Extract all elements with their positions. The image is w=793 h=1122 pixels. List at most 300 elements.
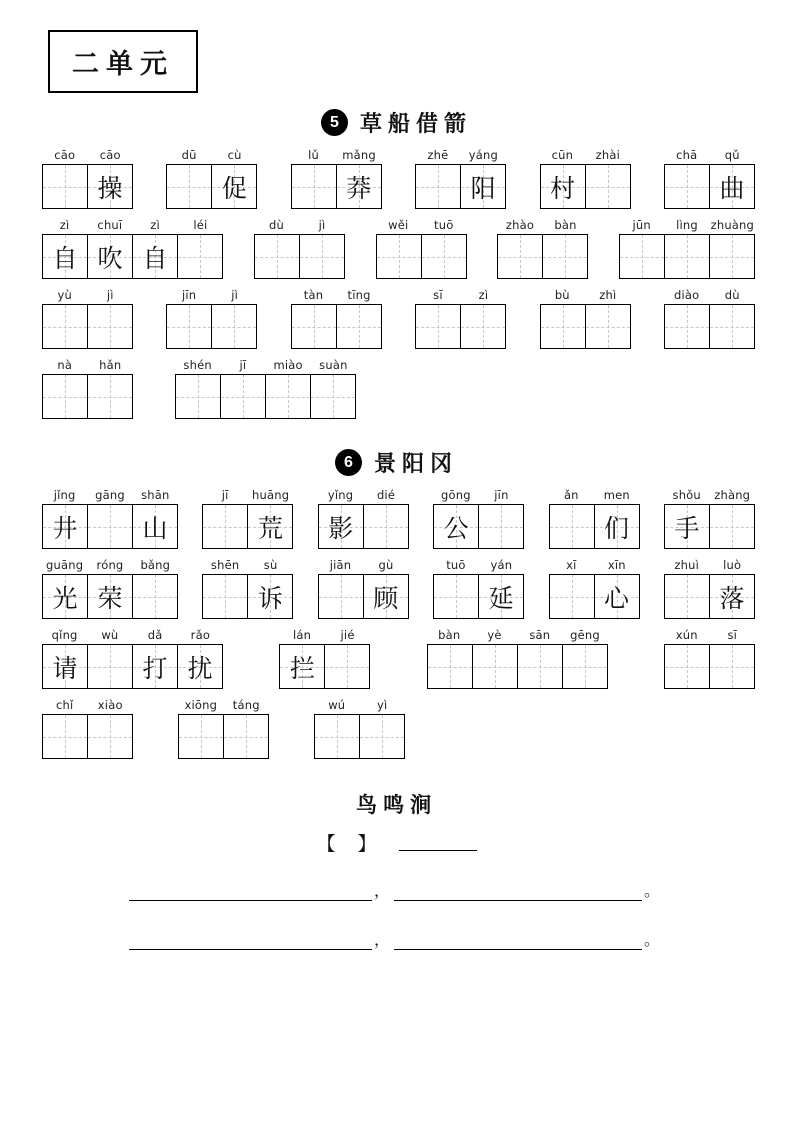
char-cell[interactable] [337,164,382,209]
pinyin: xún [675,628,698,642]
pinyin: lán [293,628,312,642]
pinyin: shēn [210,558,240,572]
char-boxes [433,574,524,619]
char: 影 [328,513,354,543]
char-cell[interactable] [665,304,710,349]
char-cell[interactable] [665,164,710,209]
char-boxes [42,234,223,279]
char-cell[interactable] [88,714,133,759]
pinyin: bù [554,288,570,302]
char-cell[interactable] [248,504,293,549]
pinyin: shān [141,488,170,502]
pinyin: xīn [607,558,626,572]
pinyin: zhē [427,148,449,162]
pinyin: gāng [95,488,125,502]
char-boxes [166,164,257,209]
word-group [178,698,269,759]
char-cell[interactable] [88,374,133,419]
char-cell[interactable] [280,644,325,689]
pinyin: jī [239,358,247,372]
pinyin-line [318,558,409,572]
pinyin-line [42,148,133,162]
char-cell[interactable] [461,304,506,349]
pinyin: zhì [599,288,617,302]
pinyin: jì [106,288,114,302]
pinyin-line [540,288,631,302]
char-cell[interactable] [473,644,518,689]
char-cell[interactable] [595,504,640,549]
poem-blank[interactable] [394,934,642,950]
char: 曲 [719,173,745,203]
pinyin-line [202,488,293,502]
word-group [549,488,640,549]
word-row [38,628,755,689]
pinyin: yǐng [327,488,354,502]
char: 山 [142,513,168,543]
pinyin-line [42,288,133,302]
pinyin-line [433,488,524,502]
word-group [433,488,524,549]
pinyin: cāo [54,148,76,162]
pinyin: wù [101,628,119,642]
word-group [166,148,257,209]
char-boxes [42,504,178,549]
word-group [291,148,382,209]
pinyin: táng [232,698,260,712]
word-row [38,288,755,349]
word-group [279,628,370,689]
pinyin-line [664,558,755,572]
char-cell[interactable] [43,644,88,689]
char-cell[interactable] [167,164,212,209]
pinyin: nà [57,358,73,372]
char-cell[interactable] [710,504,755,549]
pinyin: xiào [97,698,123,712]
pinyin: shǒu [672,488,701,502]
pinyin-line [42,358,133,372]
author-blank[interactable] [399,834,477,851]
char-boxes [540,304,631,349]
word-group [619,218,755,279]
char-cell[interactable] [43,714,88,759]
pinyin: xī [566,558,577,572]
word-group [664,488,755,549]
pinyin-line [549,488,640,502]
char-boxes [433,504,524,549]
poem-title: 鸟鸣涧 [356,792,437,817]
pinyin: dǎ [147,628,163,642]
poem-author-line [38,829,755,856]
char-boxes [42,714,133,759]
word-group [433,558,524,619]
char-cell[interactable] [221,374,266,419]
char-cell[interactable] [586,304,631,349]
pinyin-line [427,628,608,642]
poem-blank[interactable] [129,934,372,950]
pinyin: bàn [554,218,577,232]
char-cell[interactable] [133,234,178,279]
pinyin: rǎo [190,628,211,642]
word-group [175,358,356,419]
char: 诉 [257,583,283,613]
char: 荣 [97,583,123,613]
char-cell[interactable] [518,644,563,689]
pinyin: dù [724,288,740,302]
poem-blank[interactable] [129,885,372,901]
char-cell[interactable] [88,304,133,349]
word-group [318,488,409,549]
char-boxes [540,164,631,209]
pinyin: dié [376,488,396,502]
word-group [314,698,405,759]
pinyin: zhào [505,218,535,232]
char-boxes [415,164,506,209]
char-cell[interactable] [315,714,360,759]
lesson-number-badge: 6 [335,449,362,476]
pinyin: gēng [570,628,600,642]
pinyin: yì [377,698,388,712]
char-cell[interactable] [364,504,409,549]
bracket-close: 】 [357,833,391,855]
pinyin: jīn [182,288,197,302]
pinyin: zì [478,288,489,302]
word-group [42,218,223,279]
pinyin: gōng [441,488,471,502]
pinyin-line [279,628,370,642]
char-boxes [42,374,133,419]
char-boxes [166,304,257,349]
char: 村 [550,173,576,203]
char-cell[interactable] [133,644,178,689]
char-boxes [664,574,755,619]
char-cell[interactable] [292,164,337,209]
char-cell[interactable] [325,644,370,689]
char-cell[interactable] [43,304,88,349]
pinyin: yè [487,628,502,642]
pinyin: suàn [319,358,348,372]
char-cell[interactable] [377,234,422,279]
char-cell[interactable] [319,504,364,549]
pinyin: jǐng [53,488,76,502]
lesson-title: 景阳冈 [373,451,458,477]
word-group [42,698,133,759]
lesson-number-badge: 5 [321,109,348,136]
pinyin: shén [183,358,212,372]
char-boxes [279,644,370,689]
char: 扰 [187,653,213,683]
char-cell[interactable] [541,164,586,209]
pinyin-line [166,148,257,162]
char-cell[interactable] [595,574,640,619]
char-cell[interactable] [541,304,586,349]
char-cell[interactable] [266,374,311,419]
pinyin: yù [57,288,72,302]
char-cell[interactable] [176,374,221,419]
char-cell[interactable] [212,304,257,349]
char-cell[interactable] [43,234,88,279]
pinyin-line [497,218,588,232]
char-cell[interactable] [292,304,337,349]
lesson-title: 草船借箭 [359,111,472,137]
word-group [497,218,588,279]
pinyin-line [318,488,409,502]
char-boxes [664,304,755,349]
pinyin-line [415,148,506,162]
lesson-heading-6 [38,447,755,478]
char-cell[interactable] [203,574,248,619]
word-group [166,288,257,349]
pinyin: tuō [446,558,466,572]
pinyin: wěi [388,218,409,232]
word-group [664,558,755,619]
word-group [664,628,755,689]
pinyin: cāo [99,148,121,162]
char-boxes [549,504,640,549]
pinyin: chuī [97,218,123,232]
char-cell[interactable] [178,644,223,689]
char-cell[interactable] [434,504,479,549]
char: 井 [52,513,78,543]
pinyin: men [603,488,630,502]
char-cell[interactable] [665,234,710,279]
char-cell[interactable] [620,234,665,279]
pinyin: bǎng [140,558,171,572]
pinyin: jīn [494,488,509,502]
char-cell[interactable] [710,574,755,619]
char-cell[interactable] [364,574,409,619]
char-cell[interactable] [133,504,178,549]
char-cell[interactable] [550,574,595,619]
word-group [664,288,755,349]
char-cell[interactable] [167,304,212,349]
pinyin-line [314,698,405,712]
char-cell[interactable] [255,234,300,279]
word-group [254,218,345,279]
char-boxes [664,164,755,209]
pinyin: jiān [329,558,352,572]
word-group [202,488,293,549]
char-boxes [427,644,608,689]
char-cell[interactable] [416,164,461,209]
char: 吹 [97,243,123,273]
pinyin: jì [231,288,239,302]
pinyin-line [549,558,640,572]
char-boxes [549,574,640,619]
char: 延 [488,583,514,613]
pinyin: wú [328,698,346,712]
char-cell[interactable] [360,714,405,759]
word-row [38,358,755,419]
char-cell[interactable] [550,504,595,549]
char-cell[interactable] [43,164,88,209]
word-group [540,148,631,209]
pinyin: tuō [434,218,454,232]
char-cell[interactable] [248,574,293,619]
pinyin: lǔ [308,148,319,162]
char-cell[interactable] [88,504,133,549]
pinyin-line [376,218,467,232]
char-cell[interactable] [479,504,524,549]
pinyin-line [540,148,631,162]
char-cell[interactable] [88,574,133,619]
pinyin: tàn [303,288,324,302]
char-cell[interactable] [88,234,133,279]
char-boxes [42,304,133,349]
char: 促 [221,173,247,203]
pinyin-line [254,218,345,232]
word-group [42,148,133,209]
char-cell[interactable] [337,304,382,349]
word-group [291,288,382,349]
char-boxes [291,304,382,349]
pinyin: sī [727,628,738,642]
char: 打 [142,653,168,683]
char-boxes [664,504,755,549]
char: 手 [674,513,700,543]
char-cell[interactable] [224,714,269,759]
char-boxes [619,234,755,279]
char-cell[interactable] [422,234,467,279]
pinyin-line [664,288,755,302]
char: 阳 [470,173,496,203]
word-group [42,358,133,419]
char-cell[interactable] [178,234,223,279]
pinyin: ǎn [563,488,579,502]
pinyin-line [291,148,382,162]
char-cell[interactable] [416,304,461,349]
word-row [38,558,755,619]
word-group [42,288,133,349]
poem-blank[interactable] [394,885,642,901]
pinyin: gù [378,558,394,572]
char-cell[interactable] [434,574,479,619]
char: 心 [604,583,630,613]
pinyin: guāng [46,558,84,572]
word-group [540,288,631,349]
char-cell[interactable] [43,574,88,619]
char-cell[interactable] [311,374,356,419]
char-boxes [497,234,588,279]
word-group [427,628,608,689]
char-cell[interactable] [543,234,588,279]
unit-title: 二单元 [48,30,198,93]
pinyin: luò [723,558,742,572]
pinyin: jì [318,218,326,232]
pinyin: dū [181,148,197,162]
pinyin-line [42,558,178,572]
pinyin: yáng [468,148,499,162]
char-boxes [664,644,755,689]
char-cell[interactable] [319,574,364,619]
poem-answer-line [38,927,755,950]
pinyin: chā [676,148,698,162]
word-row [38,148,755,209]
pinyin: zì [59,218,70,232]
char-cell[interactable] [665,504,710,549]
pinyin: cù [227,148,242,162]
char-cell[interactable] [212,164,257,209]
char-boxes [202,504,293,549]
char-boxes [376,234,467,279]
word-group [42,628,223,689]
word-group [376,218,467,279]
char-cell[interactable] [563,644,608,689]
pinyin: mǎng [342,148,376,162]
word-row [38,218,755,279]
char-cell[interactable] [179,714,224,759]
char-cell[interactable] [498,234,543,279]
char: 光 [52,583,78,613]
pinyin: xiōng [184,698,218,712]
char-cell[interactable] [133,574,178,619]
pinyin: jī [221,488,229,502]
char-cell[interactable] [88,164,133,209]
pinyin-line [619,218,755,232]
char-cell[interactable] [88,644,133,689]
char-cell[interactable] [586,164,631,209]
char: 请 [52,653,78,683]
char-cell[interactable] [428,644,473,689]
word-group [42,558,178,619]
char-cell[interactable] [43,504,88,549]
char: 荒 [257,513,283,543]
char-cell[interactable] [300,234,345,279]
char-cell[interactable] [710,234,755,279]
lesson-heading-5 [38,107,755,138]
pinyin: zhuàng [710,218,755,232]
word-group [664,148,755,209]
pinyin: cūn [551,148,574,162]
char-cell[interactable] [203,504,248,549]
pinyin-line [415,288,506,302]
char-boxes [291,164,382,209]
char-cell[interactable] [665,574,710,619]
char-boxes [175,374,356,419]
poem-answer-line [38,878,755,901]
char: 顾 [373,583,399,613]
pinyin: chǐ [56,698,74,712]
word-group [549,558,640,619]
pinyin: huāng [252,488,290,502]
char-cell[interactable] [43,374,88,419]
char-boxes [202,574,293,619]
char-cell[interactable] [665,644,710,689]
char: 自 [142,243,168,273]
char-boxes [318,574,409,619]
word-group [415,288,506,349]
word-group [42,488,178,549]
word-row [38,698,755,759]
pinyin-line [664,628,755,642]
char-cell[interactable] [710,304,755,349]
char: 莽 [346,173,372,203]
char-cell[interactable] [479,574,524,619]
char: 操 [97,173,123,203]
char-boxes [415,304,506,349]
char: 落 [719,583,745,613]
char-cell[interactable] [461,164,506,209]
pinyin-line [42,218,223,232]
char-boxes [314,714,405,759]
char-boxes [178,714,269,759]
pinyin-line [202,558,293,572]
pinyin: róng [96,558,124,572]
pinyin-line [178,698,269,712]
char-boxes [42,164,133,209]
char-cell[interactable] [710,164,755,209]
pinyin: sù [263,558,278,572]
char-cell[interactable] [710,644,755,689]
